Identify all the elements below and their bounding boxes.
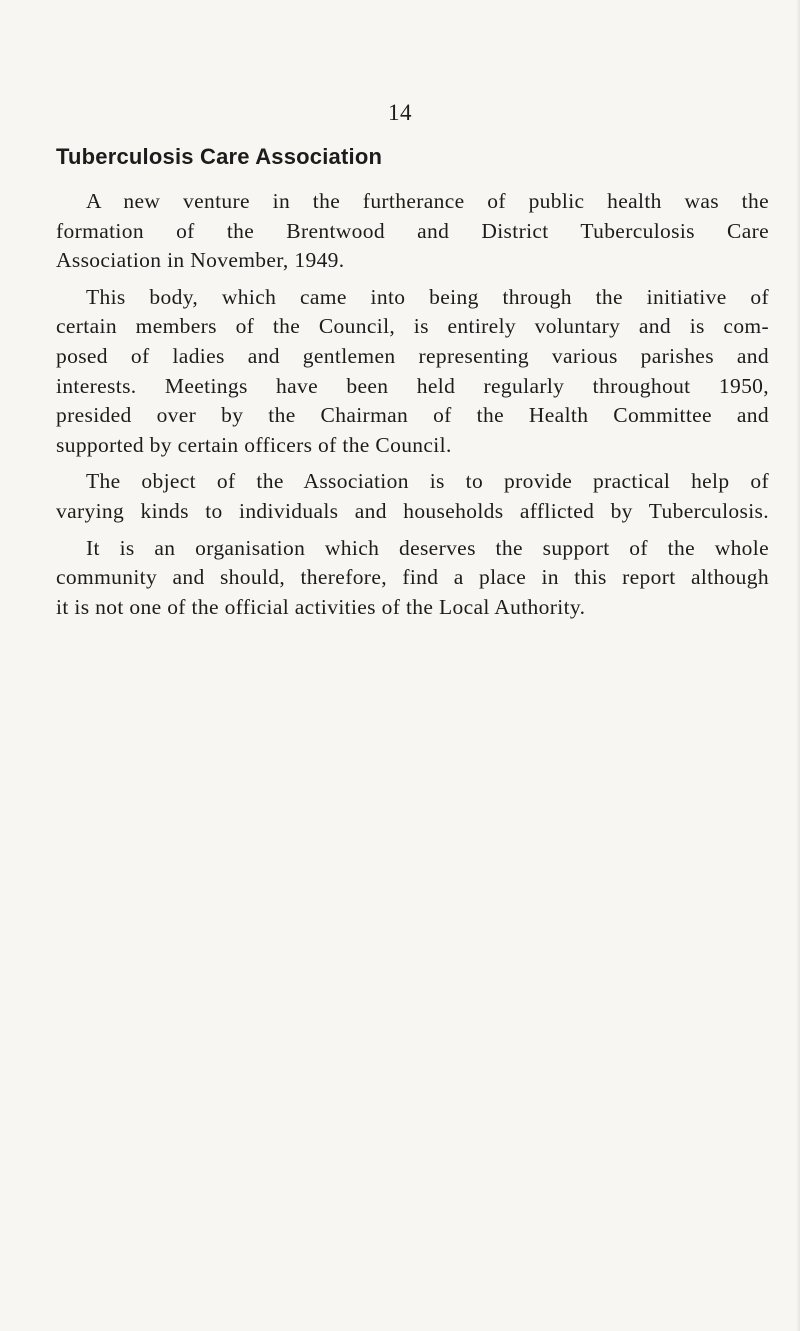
paragraph-2 (56, 283, 769, 461)
paragraph-4 (56, 534, 769, 623)
text-line: posed of ladies and gentlemen representing various parishes and (56, 343, 769, 368)
text-line: The object of the Association is to provide practical help of (86, 469, 769, 494)
paragraph-1 (56, 187, 769, 276)
page-number: 14 (388, 100, 412, 125)
body-text (56, 187, 769, 622)
text-line: formation of the Brentwood and District Tuberculosis Care (56, 218, 769, 243)
paragraph-3 (56, 467, 769, 526)
text-line: This body, which came into being through the initiative of (86, 284, 769, 309)
text-line: interests. Meetings have been held regularly throughout 1950, (56, 373, 769, 398)
text-line: presided over by the Chairman of the Health Committee and (56, 403, 769, 428)
text-line: varying kinds to individuals and households afflicted by Tuberculosis. (56, 498, 769, 523)
text-line: it is not one of the official activities of the Local Authority. (56, 594, 586, 619)
page-edge-shadow (796, 0, 800, 1331)
text-line: A new venture in the furtherance of public health was the (86, 189, 769, 213)
section-heading: Tuberculosis Care Association (56, 144, 383, 169)
text-line: certain members of the Council, is entirely voluntary and is com- (56, 314, 769, 339)
text-line: community and should, therefore, find a place in this report although (56, 565, 769, 590)
text-line: supported by certain officers of the Council. (56, 432, 452, 457)
text-line: Association in November, 1949. (56, 248, 345, 273)
text-line: It is an organisation which deserves the support of the whole (86, 535, 769, 560)
